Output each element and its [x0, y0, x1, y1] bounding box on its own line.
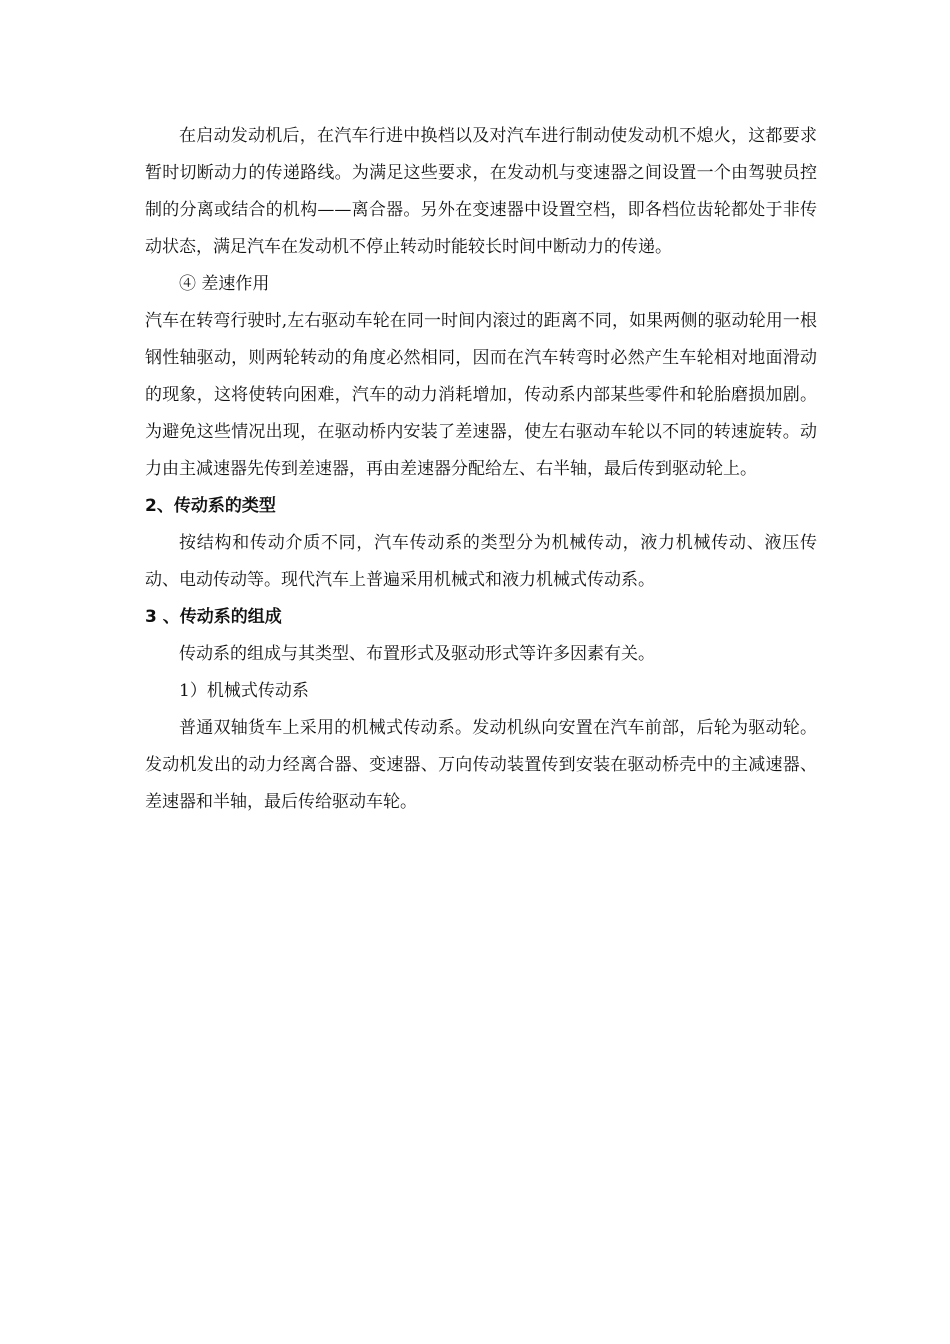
- document-body: [145, 118, 817, 821]
- paragraph-mechanical-transmission: 普通双轴货车上采用的机械式传动系。发动机纵向安置在汽车前部，后轮为驱动轮。发动机发出的动力经离合器、变速器、万向传动装置传到安装在驱动桥壳中的主减速器、差速器和半轴，最后传给驱动车轮。: [145, 718, 817, 812]
- subsection-differential-title: ④ 差速作用: [179, 274, 270, 294]
- paragraph-transmission-types: 按结构和传动介质不同，汽车传动系的类型分为机械传动，液力机械传动、液压传动、电动传动等。现代汽车上普遍采用机械式和液力机械式传动系。: [145, 533, 817, 590]
- paragraph-composition-factors: 传动系的组成与其类型、布置形式及驱动形式等许多因素有关。: [179, 644, 655, 664]
- section-heading-transmission-composition: 3 、传动系的组成: [145, 607, 282, 627]
- paragraph-differential-function: 汽车在转弯行驶时,左右驱动车轮在同一时间内滚过的距离不同，如果两侧的驱动轮用一根钢性轴驱动，则两轮转动的角度必然相同，因而在汽车转弯时必然产生车轮相对地面滑动的现象，这将使转向困难，汽车的动力消耗增加，传动系内部某些零件和轮胎磨损加剧。为避免这些情况出现，在驱动桥内安装了差速器，使左右驱动车轮以不同的转速旋转。动力由主减速器先传到差速器，再由差速器分配给左、右半轴，最后传到驱动轮上。: [145, 311, 817, 479]
- paragraph-clutch-function: 在启动发动机后，在汽车行进中换档以及对汽车进行制动使发动机不熄火，这都要求暂时切断动力的传递路线。为满足这些要求，在发动机与变速器之间设置一个由驾驶员控制的分离或结合的机构——离合器。另外在变速器中设置空档，即各档位齿轮都处于非传动状态，满足汽车在发动机不停止转动时能较长时间中断动力的传递。: [145, 126, 817, 257]
- section-heading-transmission-types: 2、传动系的类型: [145, 496, 276, 516]
- subsection-mechanical-title: 1）机械式传动系: [179, 681, 309, 701]
